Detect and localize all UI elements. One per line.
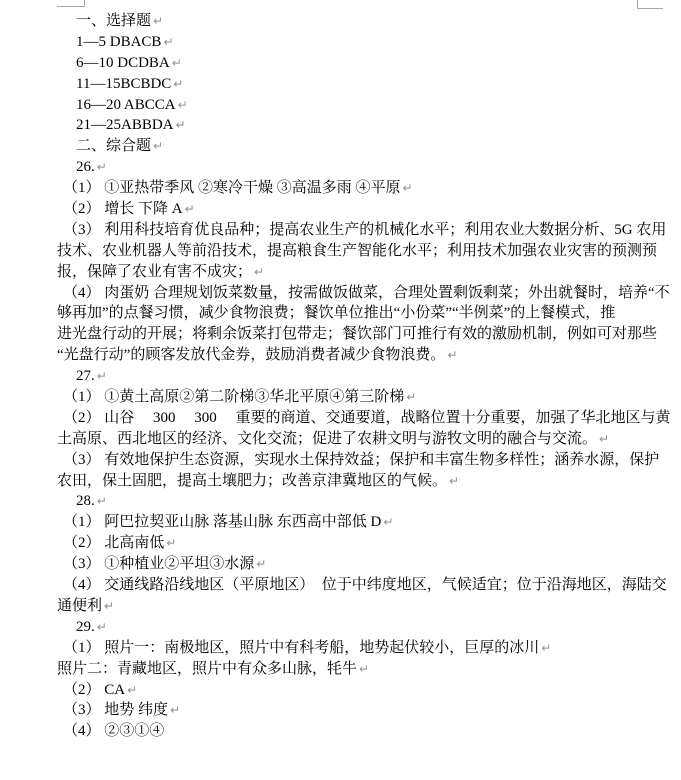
line-text: 11—15BCBDC: [76, 75, 172, 92]
q28-part2: [0, 533, 681, 554]
paragraph-mark-icon: ↵: [127, 682, 138, 697]
answers-16-20: [0, 95, 681, 116]
q28-number: [0, 491, 681, 512]
q29-part3: [0, 700, 681, 721]
line-text: 技术、农业机器人等前沿技术，提高粮食生产智能化水平；利用技术加强农业灾害的预测预: [57, 242, 658, 259]
paragraph-mark-icon: ↵: [447, 348, 458, 363]
q28-part1: [0, 512, 681, 533]
line-text: 土高原、西北地区的经济、文化交流；促进了农耕文明与游牧文明的融合与交流。: [57, 430, 598, 447]
line-text: （3） 地势 纬度: [63, 702, 169, 719]
line-text: （4） 交通线路沿线地区（平原地区） 位于中纬度地区，气候适宜；位于沿海地区，海陆交: [63, 577, 667, 594]
line-text: （1） ①亚热带季风 ②寒冷干燥 ③高温多雨 ④平原: [63, 180, 401, 197]
line-text: （3） 有效地保护生态资源，实现水土保持效益；保护和丰富生物多样性；涵养水源，保护: [63, 451, 660, 468]
paragraph-mark-icon: ↵: [96, 619, 107, 634]
paragraph-mark-icon: ↵: [163, 34, 174, 49]
line-text: 1—5 DBACB: [76, 33, 162, 50]
line-text: 农田，保土固肥，提高土壤肥力；改善京津冀地区的气候。: [57, 472, 448, 489]
paragraph-mark-icon: ↵: [171, 55, 182, 70]
q27-part1: [0, 387, 681, 408]
q26-part4-line3: [0, 324, 681, 345]
paragraph-mark-icon: ↵: [599, 431, 610, 446]
line-text: 一、选择题: [76, 13, 152, 29]
q27-part3-line2: [0, 471, 681, 492]
paragraph-mark-icon: ↵: [406, 390, 417, 405]
q26-part2: [0, 199, 681, 220]
answers-1-5: [0, 32, 681, 53]
section-2-heading: [0, 136, 681, 157]
paragraph-mark-icon: ↵: [96, 160, 107, 175]
paragraph-mark-icon: ↵: [177, 97, 188, 112]
line-text: （2） 增长 下降 A: [63, 201, 183, 218]
q26-part3-line3: [0, 262, 681, 283]
line-text: 照片二：青藏地区，照片中有众多山脉，牦牛: [57, 660, 358, 677]
paragraph-mark-icon: ↵: [175, 118, 186, 133]
paragraph-mark-icon: ↵: [383, 515, 394, 530]
line-text: （4） 肉蛋奶 合理规划饭菜数量，按需做饭做菜，合理处置剩饭剩菜；外出就餐时，培养“不: [63, 284, 670, 301]
line-text: 通便利: [57, 597, 103, 614]
section-1-heading: [0, 11, 681, 32]
line-text: 报，保障了农业有害不成灾；: [57, 263, 253, 280]
q28-part3: [0, 554, 681, 575]
paragraph-mark-icon: ↵: [254, 264, 265, 279]
paragraph-mark-icon: ↵: [96, 494, 107, 509]
line-text: （4） ②③①④: [63, 723, 165, 740]
line-text: （3） 利用科技培育优良品种；提高农业生产的机械化水平；利用农业大数据分析、5G 农用: [63, 221, 667, 238]
q28-part4-line2: [0, 596, 681, 617]
line-text: 26.: [76, 159, 95, 176]
line-text: 21—25ABBDA: [76, 117, 174, 134]
q27-number: [0, 366, 681, 387]
page-margin-mark-left-icon: [57, 0, 85, 7]
line-text: （3） ①种植业②平坦③水源: [63, 556, 255, 573]
q26-part1: [0, 178, 681, 199]
q26-part4-line1: [0, 283, 681, 304]
line-text: （1） 照片一：南极地区，照片中有科考船，地势起伏较小，巨厚的冰川: [63, 639, 540, 656]
paragraph-mark-icon: ↵: [166, 536, 177, 551]
paragraph-mark-icon: ↵: [359, 661, 370, 676]
q26-part4-line2: [0, 303, 681, 324]
line-text: 29.: [76, 618, 95, 635]
q26-part3-line1: [0, 220, 681, 241]
q27-part3-line1: [0, 450, 681, 471]
line-text: 16—20 ABCCA: [76, 96, 176, 113]
q29-part4: [0, 721, 681, 742]
line-text: 二、综合题: [76, 138, 152, 155]
line-text: （1） 阿巴拉契亚山脉 落基山脉 东西高中部低 D: [63, 514, 382, 531]
paragraph-mark-icon: ↵: [402, 181, 413, 196]
q26-part3-line2: [0, 241, 681, 262]
line-text: （2） CA: [63, 681, 126, 698]
line-text: 28.: [76, 493, 95, 510]
page-margin-mark-right-icon: [637, 0, 663, 9]
paragraph-mark-icon: ↵: [541, 640, 552, 655]
q29-part1-line1: [0, 638, 681, 659]
q26-number: [0, 157, 681, 178]
paragraph-mark-icon: ↵: [96, 369, 107, 384]
paragraph-mark-icon: ↵: [170, 703, 181, 718]
line-text: 27.: [76, 368, 95, 385]
q29-number: [0, 617, 681, 638]
line-text: （1） ①黄土高原②第二阶梯③华北平原④第三阶梯: [63, 389, 405, 406]
answers-21-25: [0, 115, 681, 136]
answers-11-15: [0, 74, 681, 95]
q27-part2-line1: [0, 408, 681, 429]
line-text: 6—10 DCDBA: [76, 54, 170, 71]
line-text: 进光盘行动的开展；将剩余饭菜打包带走；餐饮部门可推行有效的激励机制，例如可对那些: [57, 326, 658, 343]
q29-part1-line2: [0, 659, 681, 680]
answers-6-10: [0, 53, 681, 74]
paragraph-mark-icon: ↵: [449, 473, 460, 488]
line-text: （2） 北高南低: [63, 535, 165, 552]
q29-part2: [0, 680, 681, 701]
q26-part4-line4: [0, 345, 681, 366]
paragraph-mark-icon: ↵: [256, 557, 267, 572]
paragraph-mark-icon: ↵: [184, 202, 195, 217]
q28-part4-line1: [0, 575, 681, 596]
paragraph-mark-icon: ↵: [153, 14, 164, 28]
line-text: “光盘行动”的顾客发放代金券，鼓励消费者减少食物浪费。: [57, 347, 446, 364]
paragraph-mark-icon: ↵: [153, 139, 164, 154]
paragraph-mark-icon: ↵: [104, 598, 115, 613]
line-text: （2） 山谷 300 300 重要的商道、交通要道，战略位置十分重要，加强了华北地区与黄: [63, 409, 671, 426]
line-text: 够再加”的点餐习惯，减少食物浪费；餐饮单位推出“小份菜”“半例菜”的上餐模式，推: [57, 305, 616, 322]
paragraph-mark-icon: ↵: [173, 76, 184, 91]
q27-part2-line2: [0, 429, 681, 450]
